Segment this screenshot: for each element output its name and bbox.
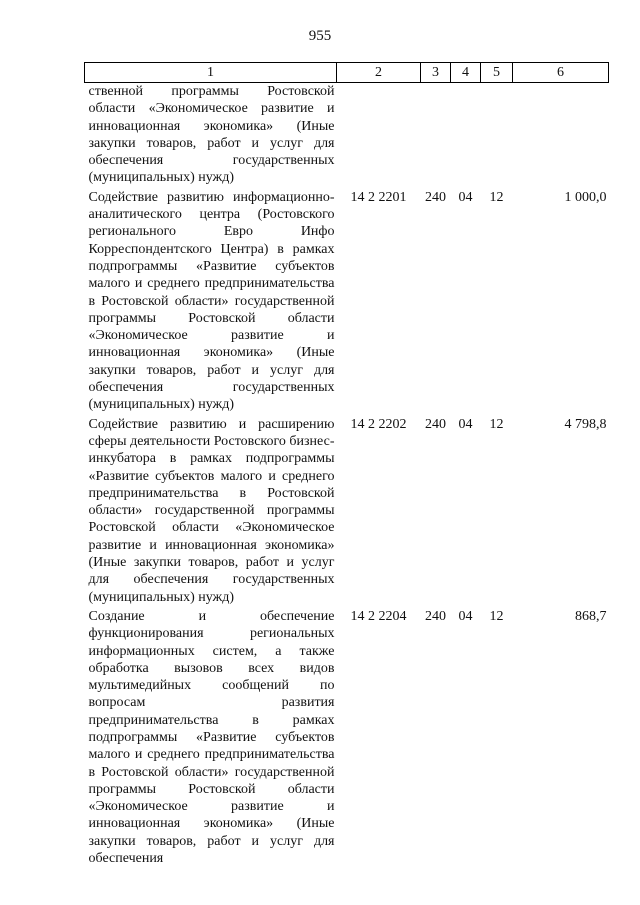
row-description: Создание и обеспечение функционирования региональных информационных систем, а также обработка вызовов всех видов мультимедийных сообщений по вопросам развития предпринимательства в рамках подпрограммы «Развитие субъектов малого и среднего предпринимательства в Ростовской области» государственной программы Ростовской области «Экономическое развитие и инновационная экономика» (Иные закупки товаров, работ и услуг для обеспечения bbox=[88, 608, 335, 867]
row-vr bbox=[421, 83, 451, 189]
row-description: ственной программы Ростовской области «Экономическое развитие и инновационная экономика» (Иные закупки товаров, работ и услуг для обеспечения государственных (муниципальных) нужд) bbox=[88, 84, 335, 186]
row-pr: 12 bbox=[489, 608, 504, 624]
row-rz: 04 bbox=[458, 608, 473, 624]
row-code bbox=[337, 83, 421, 189]
header-col-1: 1 bbox=[85, 63, 337, 83]
row-code: 14 2 2201 bbox=[350, 189, 407, 205]
row-code: 14 2 2202 bbox=[350, 416, 407, 432]
row-description: Содействие развитию информационно-аналитического центра (Ростовского регионального Евро Инфо Корреспондентского Центра) в рамках подпрограммы «Развитие субъектов малого и среднего предпринимательства в Ростовской области» государственной программы Ростовской области «Экономическое развитие и инновационная экономика» (Иные закупки товаров, работ и услуг для обеспечения государственных (муниципальных) нужд) bbox=[88, 189, 335, 413]
budget-table bbox=[84, 62, 609, 869]
row-vr: 240 bbox=[425, 189, 446, 205]
header-col-4: 4 bbox=[451, 63, 481, 83]
row-pr bbox=[481, 83, 513, 189]
row-pr: 12 bbox=[489, 416, 504, 432]
row-sum bbox=[513, 83, 609, 189]
header-col-2: 2 bbox=[337, 63, 421, 83]
row-sum: 4 798,8 bbox=[564, 416, 607, 432]
page-number: 955 bbox=[308, 28, 332, 44]
row-vr: 240 bbox=[425, 416, 446, 432]
row-description: Содействие развитию и расширению сферы деятельности Ростовского бизнес-инкубатора в рамках подпрограммы «Развитие субъектов малого и среднего предпринимательства в Ростовской области» государственной программы Ростовской области «Экономическое развитие и инновационная экономика» (Иные закупки товаров, работ и услуг для обеспечения государственных (муниципальных) нужд) bbox=[88, 416, 335, 605]
table-row bbox=[85, 83, 609, 189]
row-rz: 04 bbox=[458, 189, 473, 205]
row-sum: 868,7 bbox=[575, 608, 607, 624]
row-rz: 04 bbox=[458, 416, 473, 432]
row-sum: 1 000,0 bbox=[564, 189, 607, 205]
table-row bbox=[85, 608, 609, 869]
row-pr: 12 bbox=[489, 189, 504, 205]
table-row bbox=[85, 189, 609, 416]
header-col-3: 3 bbox=[421, 63, 451, 83]
row-rz bbox=[451, 83, 481, 189]
header-col-6: 6 bbox=[513, 63, 609, 83]
header-row bbox=[85, 63, 609, 83]
row-vr: 240 bbox=[425, 608, 446, 624]
table-row bbox=[85, 416, 609, 608]
row-code: 14 2 2204 bbox=[350, 608, 407, 624]
header-col-5: 5 bbox=[481, 63, 513, 83]
